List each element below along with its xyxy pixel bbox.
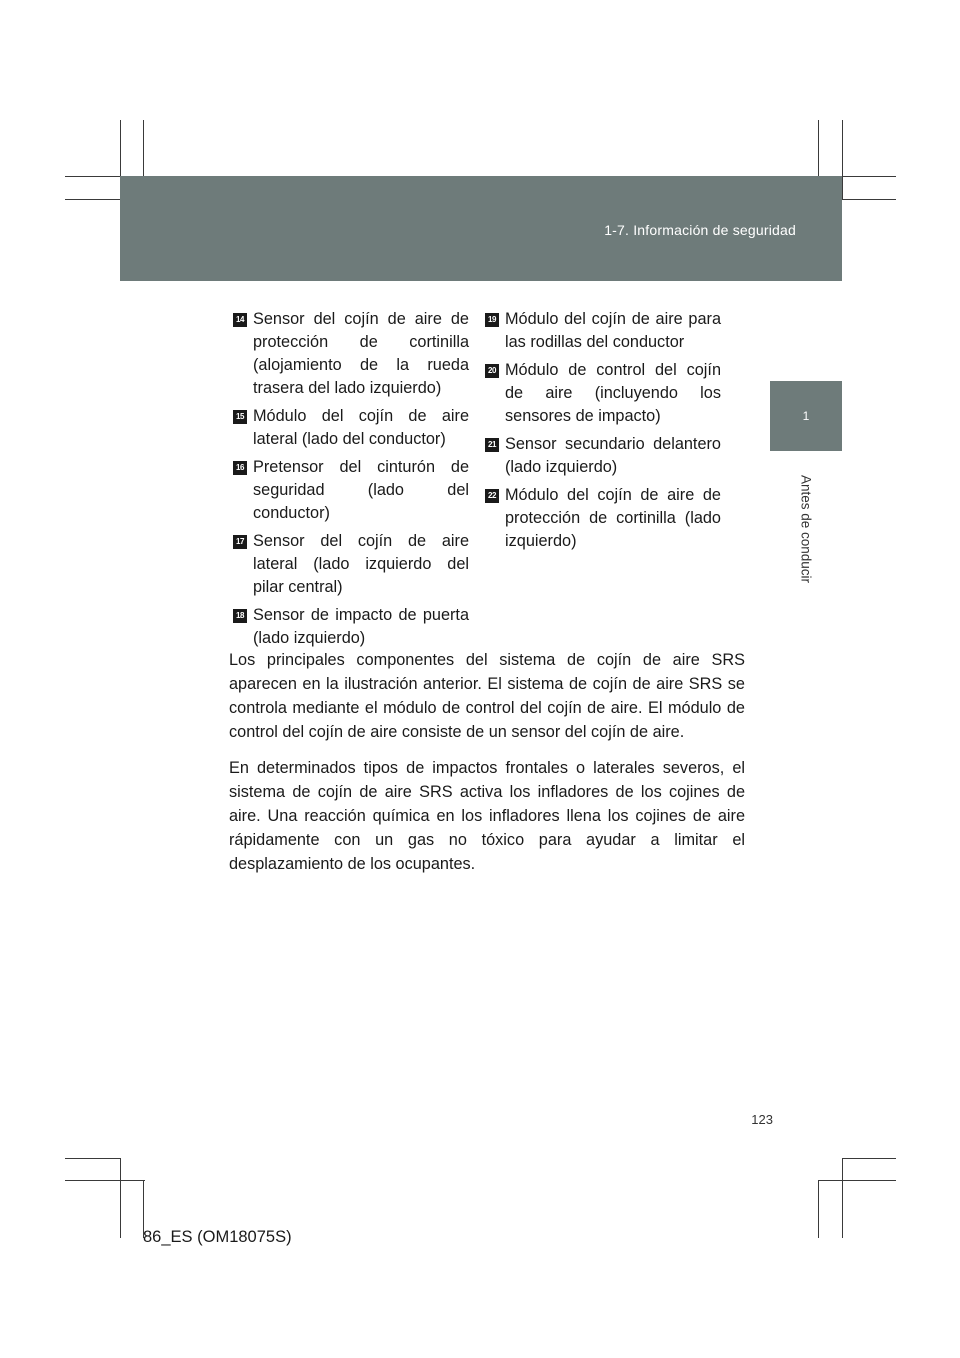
paragraph: Los principales componentes del sistema de cojín de aire SRS aparecen en la ilustración anterior. El sistema de cojín de aire SRS se controla mediante el módulo de control del cojín de aire. El módulo de control del cojín de aire consiste de un sensor del cojín de aire. (229, 651, 745, 741)
item-number-badge: 18 (233, 609, 247, 623)
page-number: 123 (751, 1112, 773, 1127)
crop-mark (842, 1158, 843, 1238)
crop-mark (818, 1180, 819, 1238)
item-number-badge: 21 (485, 438, 499, 452)
list-item-text: Módulo de control del cojín de aire (incluyendo los sensores de impacto) (505, 361, 721, 425)
chapter-tab (770, 381, 842, 451)
paragraph: En determinados tipos de impactos frontales o laterales severos, el sistema de cojín de aire SRS activa los infladores de los cojines de aire. Una reacción química en los infladores llena los cojines de aire rápidamente con un gas no tóxico para ayudar a limitar el desplazamiento de los ocupantes. (229, 759, 745, 873)
section-title: 1-7. Información de seguridad (604, 222, 796, 238)
crop-mark (842, 1158, 896, 1159)
document-code: 86_ES (OM18075S) (143, 1228, 292, 1246)
list-item (485, 433, 721, 479)
list-item (233, 456, 469, 525)
chapter-label-text: Antes de conducir (798, 474, 814, 583)
list-item (233, 405, 469, 451)
list-item-text: Módulo del cojín de aire lateral (lado del conductor) (253, 407, 469, 448)
list-item-text: Pretensor del cinturón de seguridad (lado del conductor) (253, 458, 469, 522)
item-number-badge: 22 (485, 489, 499, 503)
crop-mark (65, 1158, 121, 1159)
item-number-badge: 17 (233, 535, 247, 549)
list-item-text: Sensor secundario delantero (lado izquierdo) (505, 435, 721, 476)
item-number-badge: 16 (233, 461, 247, 475)
crop-mark (120, 1158, 121, 1238)
header-band (120, 176, 842, 281)
item-number-badge: 14 (233, 313, 247, 327)
chapter-label (795, 466, 817, 591)
component-list-left (233, 308, 469, 655)
crop-mark (842, 120, 843, 200)
list-item-text: Módulo del cojín de aire de protección de cortinilla (lado izquierdo) (505, 486, 721, 550)
crop-mark (818, 1180, 896, 1181)
item-number-badge: 19 (485, 313, 499, 327)
list-item-text: Sensor de impacto de puerta (lado izquierdo) (253, 606, 469, 647)
item-number-badge: 15 (233, 410, 247, 424)
list-item-text: Sensor del cojín de aire de protección de cortinilla (alojamiento de la rueda trasera del lado izquierdo) (253, 310, 469, 397)
body-text (229, 648, 745, 888)
list-item (233, 604, 469, 650)
list-item (485, 359, 721, 428)
list-item (233, 530, 469, 599)
list-item-text: Sensor del cojín de aire lateral (lado izquierdo del pilar central) (253, 532, 469, 596)
list-item-text: Módulo del cojín de aire para las rodillas del conductor (505, 310, 721, 351)
list-item (485, 308, 721, 354)
list-item (485, 484, 721, 553)
list-item (233, 308, 469, 400)
chapter-number: 1 (802, 409, 810, 423)
crop-mark (65, 1180, 145, 1181)
component-list-right (485, 308, 721, 558)
item-number-badge: 20 (485, 364, 499, 378)
